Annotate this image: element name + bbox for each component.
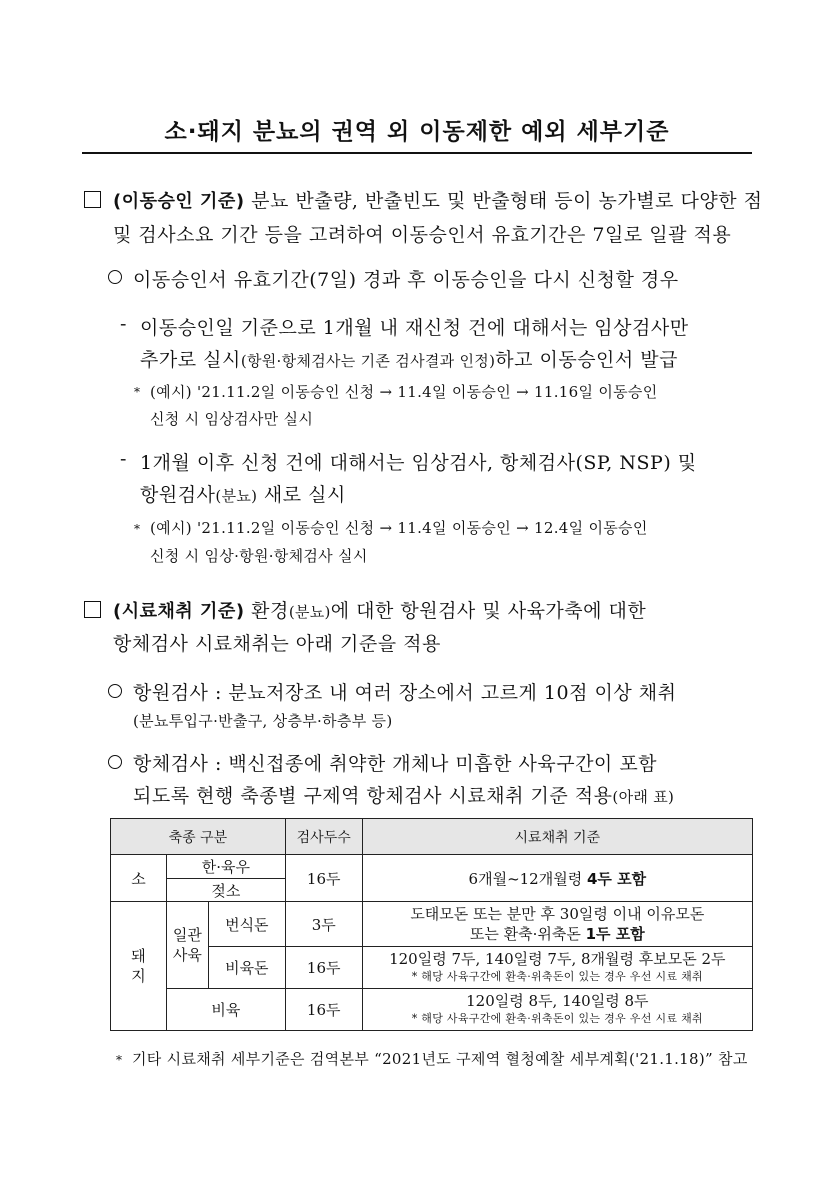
breeding-criteria-2: [363, 924, 752, 944]
pig-breeding-count: 3두: [285, 902, 362, 947]
species-cow: 소: [111, 855, 167, 902]
circle-bullet: [108, 755, 122, 769]
section1-heading: (이동승인 기준): [113, 191, 245, 212]
pig-breeding: 번식돈: [208, 902, 285, 947]
finishing-note: * 해당 사육구간에 환축·위축돈이 있는 경우 우선 시료 채취: [411, 1011, 703, 1025]
dash2-line2: [140, 480, 346, 507]
section2-line1c: 에 대한 항원검사 및 사육가축에 대한: [330, 600, 647, 622]
dash-bullet: -: [120, 313, 127, 335]
pig-fattening-criteria: [362, 947, 752, 989]
dash2-line2a: 항원검사: [140, 484, 216, 506]
section1-line1-text: 분뇨 반출량, 반출빈도 및 반출형태 등이 농가별로 다양한 점: [251, 190, 763, 212]
cow-criteria-a: 6개월~12개월령: [468, 869, 587, 888]
header-criteria: 시료채취 기준: [362, 819, 752, 855]
section2-sub1-note: (분뇨투입구·반출구, 상층부·하층부 등): [133, 712, 393, 730]
dash1-line2c: 하고 이동승인서 발급: [495, 349, 679, 371]
example1-line1: (예시) '21.11.2일 이동승인 신청 → 11.4일 이동승인 → 11.16일 이동승인: [150, 383, 658, 401]
section-bullet-box: [84, 191, 101, 208]
dash2-line2c: 새로 실시: [263, 484, 346, 506]
section2-line1b: (분뇨): [288, 603, 331, 621]
circle-bullet: [108, 684, 122, 698]
section2-sub2-line2: [133, 781, 674, 808]
section2-line1a: 환경: [251, 600, 289, 622]
title-underline: [82, 152, 752, 154]
asterisk: *: [134, 385, 140, 399]
header-species: 축종 구분: [111, 819, 286, 855]
circle-bullet: [108, 270, 122, 284]
breeding-criteria-1: 도태모돈 또는 분만 후 30일령 이내 이유모돈: [410, 905, 705, 923]
asterisk: *: [116, 1053, 122, 1067]
section2-sub2-line2a: 되도록 현행 축종별 구제역 항체검사 시료채취 기준 적용: [133, 785, 613, 807]
pig-fattening-count: 16두: [285, 947, 362, 989]
footnote: 기타 시료채취 세부기준은 검역본부 “2021년도 구제역 혈청예찰 세부계획('21.1.18)” 참고: [132, 1050, 748, 1068]
pig-finishing-count: 16두: [285, 989, 362, 1031]
fattening-note: * 해당 사육구간에 환축·위축돈이 있는 경우 우선 시료 채취: [411, 969, 703, 983]
pig-breeding-criteria: [362, 902, 752, 947]
cow-type-hanwoo: 한·육우: [166, 855, 285, 879]
pig-general: [166, 902, 208, 989]
dash-bullet: -: [120, 448, 127, 470]
asterisk: *: [134, 522, 140, 536]
pig-finishing-criteria: [362, 989, 752, 1031]
pig-general-label: 일관사육: [172, 926, 202, 964]
finishing-criteria: 120일령 8두, 140일령 8두: [466, 991, 649, 1010]
sampling-criteria-table: [110, 818, 753, 1031]
dash2-line2b: (분뇨): [215, 487, 258, 505]
section2-heading: (시료채취 기준): [113, 601, 245, 622]
page-title: 소·돼지 분뇨의 권역 외 이동제한 예외 세부기준: [164, 119, 670, 145]
section2-line2: 항체검사 시료채취는 아래 기준을 적용: [113, 633, 441, 655]
dash1-line2b: (항원·항체검사는 기존 검사결과 인정): [240, 352, 496, 370]
example2-line1: (예시) '21.11.2일 이동승인 신청 → 11.4일 이동승인 → 12.4일 이동승인: [150, 519, 648, 537]
example2-line2: 신청 시 임상·항원·항체검사 실시: [150, 547, 368, 565]
fattening-criteria: 120일령 7두, 140일령 7두, 8개월령 후보모돈 2두: [389, 949, 726, 968]
header-count: 검사두수: [285, 819, 362, 855]
example1-line2: 신청 시 임상검사만 실시: [150, 410, 314, 428]
section1-line1: [113, 186, 762, 213]
pig-fattening: 비육돈: [208, 947, 285, 989]
breeding-criteria-2b: 1두 포함: [585, 925, 645, 943]
section1-sub1: 이동승인서 유효기간(7일) 경과 후 이동승인을 다시 신청할 경우: [133, 269, 679, 291]
breeding-criteria-2a: 또는 환축·위축돈: [469, 925, 586, 943]
section2-sub2-line2b: (아래 표): [612, 788, 675, 806]
section2-line1: [113, 596, 646, 623]
species-pig-label: 돼지: [131, 947, 146, 985]
section-bullet-box: [84, 601, 101, 618]
section1-line2: 및 검사소요 기간 등을 고려하여 이동승인서 유효기간은 7일로 일괄 적용: [113, 224, 732, 246]
cow-type-dairy: 젖소: [166, 879, 285, 902]
dash2-line1: 1개월 이후 신청 건에 대해서는 임상검사, 항체검사(SP, NSP) 및: [140, 452, 697, 474]
cow-criteria-b: 4두 포함: [586, 869, 647, 888]
cow-criteria: [362, 855, 752, 902]
section2-sub2-line1: 항체검사 : 백신접종에 취약한 개체나 미흡한 사육구간이 포함: [133, 753, 658, 775]
species-pig: [111, 902, 167, 1031]
dash1-line2a: 추가로 실시: [140, 349, 241, 371]
dash1-line1: 이동승인일 기준으로 1개월 내 재신청 건에 대해서는 임상검사만: [140, 317, 689, 339]
section2-sub1: 항원검사 : 분뇨저장조 내 여러 장소에서 고르게 10점 이상 채취: [133, 682, 677, 704]
pig-finishing: 비육: [166, 989, 285, 1031]
cow-count: 16두: [285, 855, 362, 902]
dash1-line2: [140, 345, 678, 372]
